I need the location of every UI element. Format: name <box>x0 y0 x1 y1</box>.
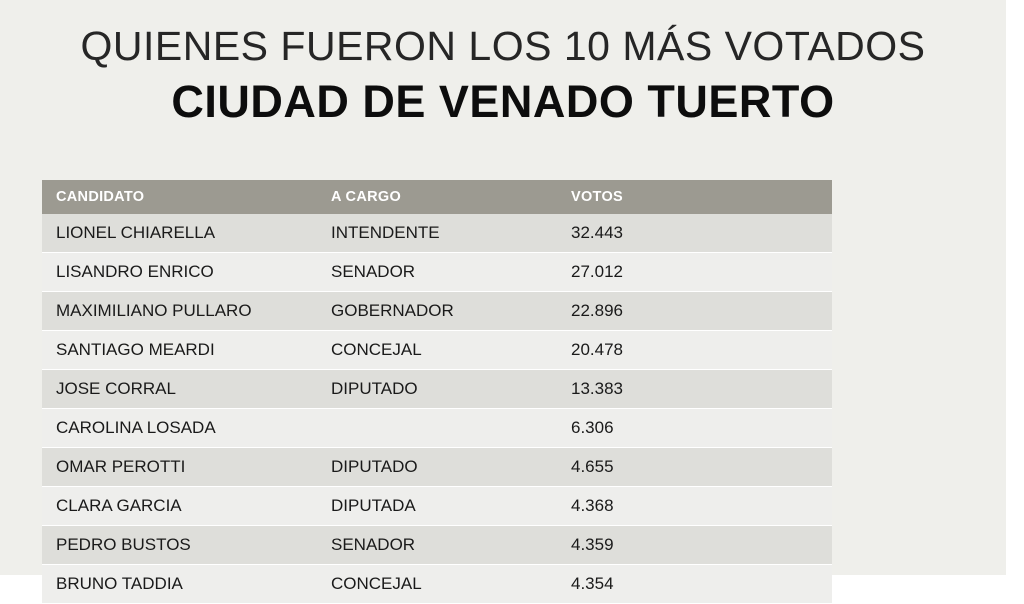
votes-table <box>42 180 832 604</box>
table-row <box>42 253 832 292</box>
page-title <box>0 22 1006 128</box>
cell-cargo: SENADOR <box>317 253 557 292</box>
cell-candidato: PEDRO BUSTOS <box>42 526 317 565</box>
cell-votos: 27.012 <box>557 253 832 292</box>
slide-right-margin <box>1006 0 1024 585</box>
cell-votos: 4.359 <box>557 526 832 565</box>
column-header-candidato: CANDIDATO <box>42 180 317 214</box>
cell-cargo: CONCEJAL <box>317 565 557 604</box>
table-row <box>42 370 832 409</box>
cell-candidato: JOSE CORRAL <box>42 370 317 409</box>
cell-cargo: DIPUTADA <box>317 487 557 526</box>
cell-cargo: INTENDENTE <box>317 214 557 253</box>
cell-votos: 6.306 <box>557 409 832 448</box>
column-header-cargo: A CARGO <box>317 180 557 214</box>
column-header-votos: VOTOS <box>557 180 832 214</box>
cell-votos: 20.478 <box>557 331 832 370</box>
table-row <box>42 565 832 604</box>
votes-table-container <box>42 180 832 604</box>
cell-votos: 22.896 <box>557 292 832 331</box>
table-row <box>42 409 832 448</box>
cell-cargo: DIPUTADO <box>317 448 557 487</box>
cell-cargo: DIPUTADO <box>317 370 557 409</box>
cell-candidato: BRUNO TADDIA <box>42 565 317 604</box>
cell-candidato: OMAR PEROTTI <box>42 448 317 487</box>
cell-candidato: MAXIMILIANO PULLARO <box>42 292 317 331</box>
table-row <box>42 214 832 253</box>
cell-candidato: CLARA GARCIA <box>42 487 317 526</box>
table-row <box>42 526 832 565</box>
cell-votos: 32.443 <box>557 214 832 253</box>
table-row <box>42 292 832 331</box>
cell-cargo: GOBERNADOR <box>317 292 557 331</box>
table-row <box>42 448 832 487</box>
cell-candidato: LIONEL CHIARELLA <box>42 214 317 253</box>
table-body <box>42 214 832 604</box>
cell-votos: 4.655 <box>557 448 832 487</box>
cell-votos: 13.383 <box>557 370 832 409</box>
cell-cargo <box>317 409 557 448</box>
cell-candidato: CAROLINA LOSADA <box>42 409 317 448</box>
cell-cargo: CONCEJAL <box>317 331 557 370</box>
cell-votos: 4.354 <box>557 565 832 604</box>
title-line-primary: QUIENES FUERON LOS 10 MÁS VOTADOS <box>80 23 926 69</box>
table-row <box>42 331 832 370</box>
cell-votos: 4.368 <box>557 487 832 526</box>
table-header <box>42 180 832 214</box>
cell-candidato: LISANDRO ENRICO <box>42 253 317 292</box>
table-header-row <box>42 180 832 214</box>
table-row <box>42 487 832 526</box>
cell-candidato: SANTIAGO MEARDI <box>42 331 317 370</box>
title-line-secondary: CIUDAD DE VENADO TUERTO <box>171 76 835 128</box>
cell-cargo: SENADOR <box>317 526 557 565</box>
